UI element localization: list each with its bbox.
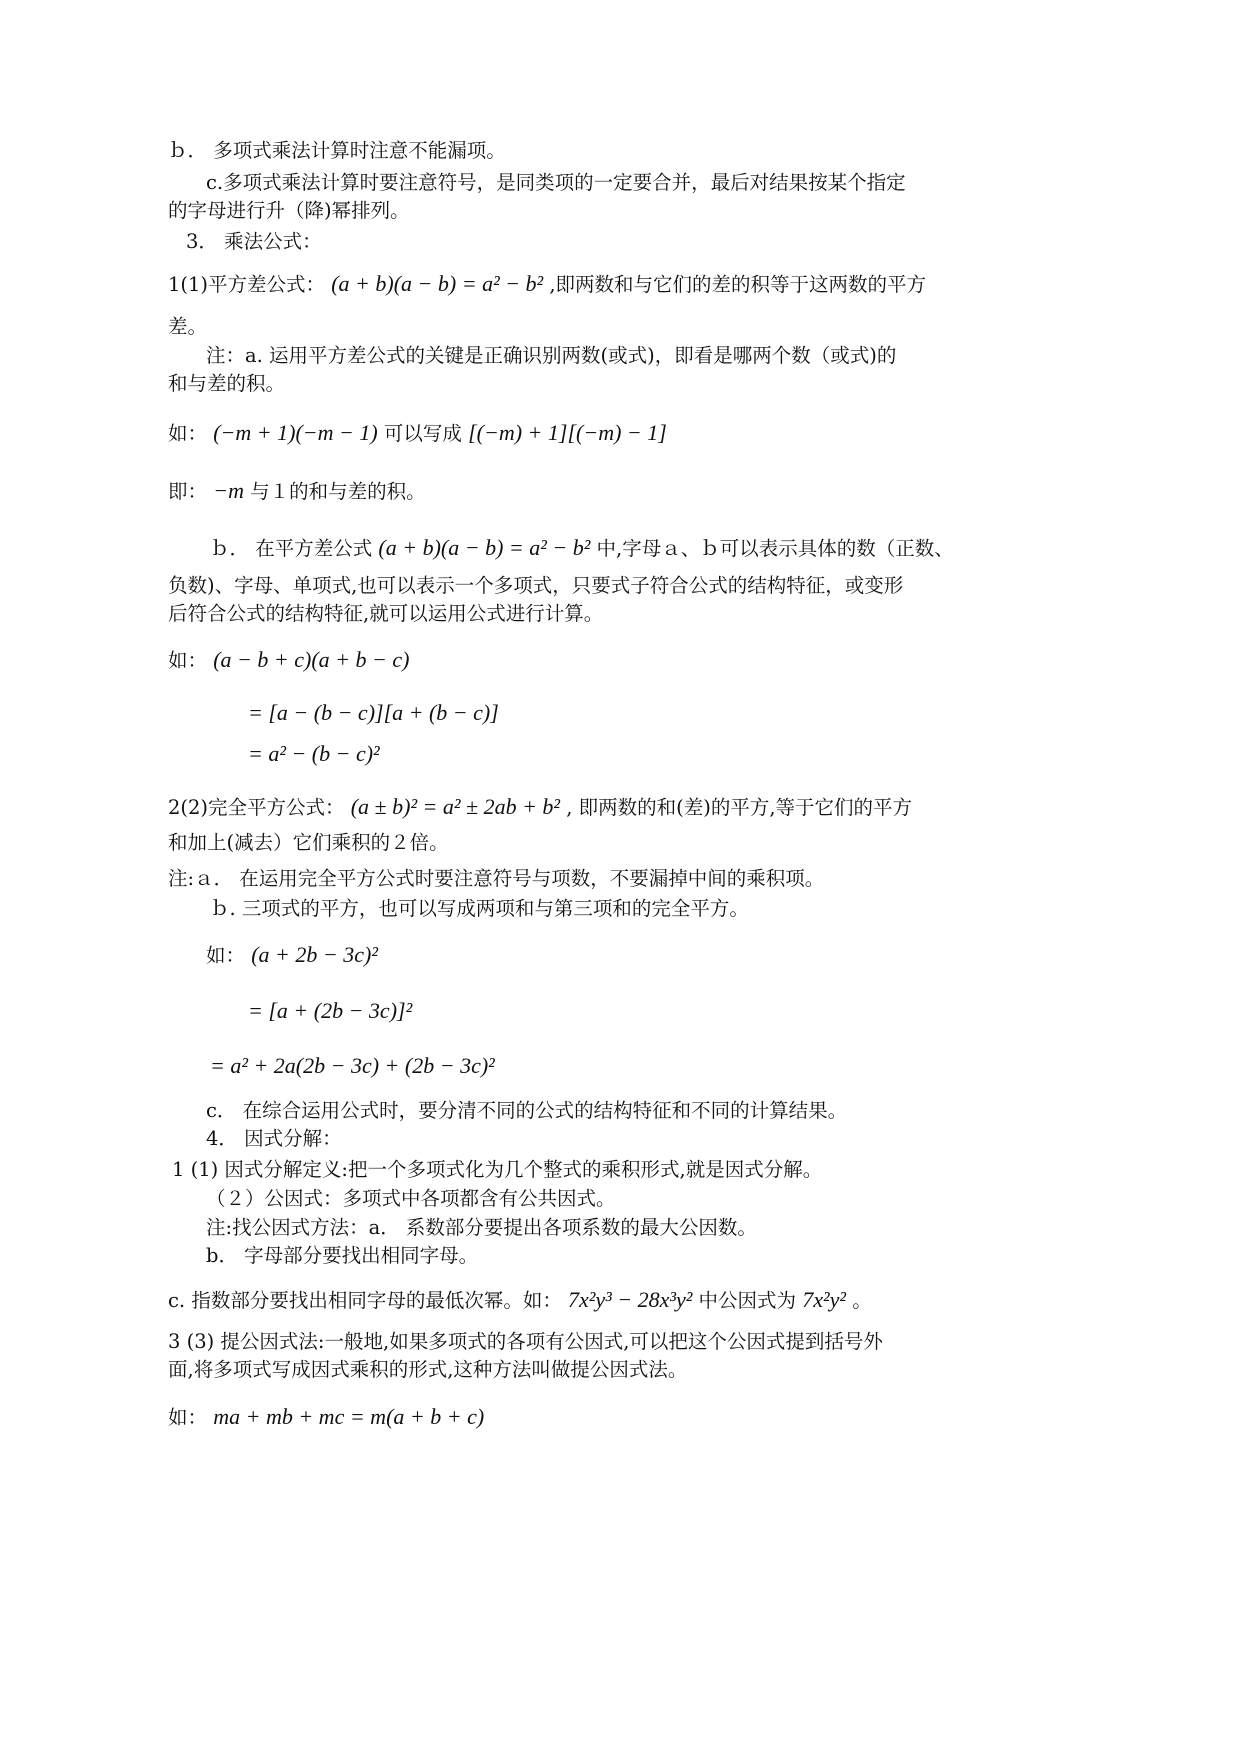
line-text: 如： (168, 422, 208, 445)
line-text: 和与差的积。 (168, 372, 286, 395)
formula: (a + b)(a − b) = a² − b² (378, 535, 591, 560)
text-line (168, 794, 912, 821)
text-line (168, 478, 426, 505)
formula: 7x²y³ − 28x³y² (568, 1287, 693, 1312)
line-text: 2(2)完全平方公式： (168, 796, 345, 819)
line-text: 后符合公式的结构特征,就可以运用公式进行计算。 (168, 602, 604, 625)
line-text: ｂ． 在平方差公式 (210, 537, 373, 560)
line-text: 注：a. 运用平方差公式的关键是正确识别两数(或式)，即看是哪两个数（或式)的 (206, 344, 897, 367)
formula: = [a − (b − c)][a + (b − c)] (248, 700, 499, 725)
line-text: 和加上(减去）它们乘积的２倍。 (168, 831, 449, 854)
text-line (210, 896, 749, 922)
line-text: 注:ａ． 在运用完全平方公式时要注意符号与项数，不要漏掉中间的乘积项。 (168, 867, 825, 890)
text-line (206, 170, 906, 196)
text-line (168, 830, 449, 856)
text-line (168, 1329, 883, 1355)
line-text: 注:找公因式方法：a． 系数部分要提出各项系数的最大公因数。 (206, 1216, 757, 1239)
line-text: 与１的和与差的积。 (250, 480, 426, 503)
text-line (172, 1157, 822, 1183)
text-line (168, 573, 903, 599)
text-line (206, 1186, 616, 1212)
line-text: 面,将多项式写成因式乘积的形式,这种方法叫做提公因式法。 (168, 1358, 688, 1381)
text-line (168, 271, 926, 298)
line-text: 即： (168, 480, 208, 503)
formula: (a ± b)² = a² ± 2ab + b² (350, 794, 561, 819)
text-line (168, 1404, 484, 1431)
text-line (206, 343, 896, 369)
text-line (206, 942, 378, 969)
text-line (168, 138, 506, 164)
line-text: 如： (206, 944, 246, 967)
formula-line (210, 1053, 495, 1080)
text-line (168, 866, 824, 892)
line-text: 中公因式为 (698, 1289, 797, 1312)
line-text: 。 (852, 1289, 872, 1312)
text-line (206, 1098, 847, 1124)
formula-line (248, 700, 499, 727)
line-text: 中,字母ａ、ｂ可以表示具体的数（正数、 (596, 537, 954, 560)
text-line (168, 647, 409, 674)
line-text: c.多项式乘法计算时要注意符号，是同类项的一定要合并，最后对结果按某个指定 (206, 171, 906, 194)
formula: (a + 2b − 3c)² (251, 942, 378, 967)
line-text: （２）公因式：多项式中各项都含有公共因式。 (206, 1187, 616, 1210)
formula: ma + mb + mc = m(a + b + c) (213, 1404, 485, 1429)
formula: −m (213, 478, 244, 503)
formula: (a + b)(a − b) = a² − b² (331, 271, 544, 296)
text-line (168, 601, 603, 627)
line-text: c． 在综合运用公式时，要分清不同的公式的结构特征和不同的计算结果。 (206, 1099, 848, 1122)
line-text: 3． 乘法公式： (186, 230, 322, 253)
formula: = a² + 2a(2b − 3c) + (2b − 3c)² (210, 1053, 495, 1078)
line-text: 的字母进行升（降)幂排列。 (168, 199, 410, 222)
text-line (168, 198, 410, 224)
line-text: 1(1)平方差公式： (168, 273, 326, 296)
text-line (168, 314, 207, 340)
formula: = a² − (b − c)² (248, 741, 380, 766)
line-text: ｂ. 三项式的平方，也可以写成两项和与第三项和的完全平方。 (210, 897, 749, 920)
line-text: 4． 因式分解： (206, 1127, 342, 1150)
text-line (168, 371, 285, 397)
text-line (210, 535, 954, 562)
text-line (206, 1215, 757, 1241)
line-text: ｂ． 多项式乘法计算时注意不能漏项。 (168, 139, 506, 162)
text-line (168, 1287, 872, 1314)
line-text: 差。 (168, 315, 208, 338)
formula-line (248, 998, 412, 1025)
text-line (186, 229, 322, 255)
line-text: 可以写成 (383, 422, 462, 445)
formula: (a − b + c)(a + b − c) (213, 647, 410, 672)
line-text: ,即两数和与它们的差的积等于这两数的平方 (549, 273, 927, 296)
formula: (−m + 1)(−m − 1) (213, 420, 378, 445)
formula-line (248, 741, 380, 768)
text-line (168, 1357, 687, 1383)
line-text: b． 字母部分要找出相同字母。 (206, 1244, 479, 1267)
formula: = [a + (2b − 3c)]² (248, 998, 413, 1023)
formula: [(−m) + 1][(−m) − 1] (468, 420, 667, 445)
line-text: 3 (3) 提公因式法:一般地,如果多项式的各项有公因式,可以把这个公因式提到括号外 (168, 1330, 883, 1353)
text-line (206, 1126, 342, 1152)
text-line (168, 420, 667, 447)
line-text: , 即两数的和(差)的平方,等于它们的平方 (566, 796, 913, 819)
line-text: c. 指数部分要找出相同字母的最低次幂。如： (168, 1289, 562, 1312)
line-text: 如： (168, 649, 208, 672)
text-line (206, 1243, 478, 1269)
line-text: 如： (168, 1406, 208, 1429)
formula: 7x²y² (802, 1287, 846, 1312)
line-text: 1 (1) 因式分解定义:把一个多项式化为几个整式的乘积形式,就是因式分解。 (172, 1158, 823, 1181)
line-text: 负数)、字母、单项式,也可以表示一个多项式，只要式子符合公式的结构特征，或变形 (168, 574, 904, 597)
